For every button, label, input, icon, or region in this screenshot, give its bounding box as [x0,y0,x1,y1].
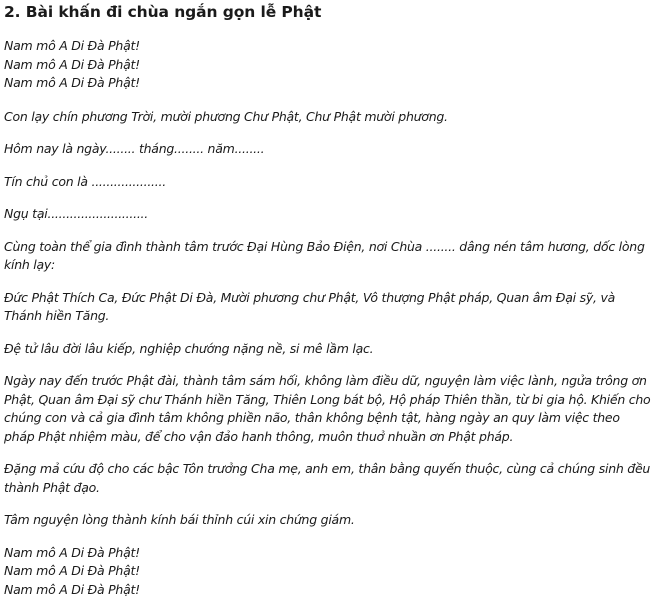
paragraph-line: chúng con và cả gia đình tâm không phiền não, thân không bệnh tật, hàng ngày an quy làm việc theo [4,409,649,428]
paragraph-buddhas [4,289,649,326]
paragraph-line: pháp Phật nhiệm màu, để cho vận đảo hanh thông, muôn thuở nhuần ơn Phật pháp. [4,428,649,447]
paragraph-vow [4,511,649,530]
paragraph-line: Ngày nay đến trước Phật đài, thành tâm sám hối, không làm điều dữ, nguyện làm việc lành, ngửa trông ơn [4,372,649,391]
paragraph-homage [4,108,649,127]
paragraph-line: Tâm nguyện lòng thành kính bái thỉnh cúi xin chứng giám. [4,511,649,530]
paragraph-line: Cùng toàn thể gia đình thành tâm trước Đại Hùng Bảo Điện, nơi Chùa ........ dâng nén tâm hương, dốc lòng [4,238,649,257]
paragraph-line: Thánh hiền Tăng. [4,307,649,326]
paragraph-line: Phật, Quan âm Đại sỹ chư Thánh hiền Tăng, Thiên Long bát bộ, Hộ pháp Thiên thần, từ bi gia hộ. Khiến cho [4,391,649,410]
paragraph-date [4,140,649,159]
paragraph-line: Đặng mả cứu độ cho các bậc Tôn trưởng Cha mẹ, anh em, thân bằng quyến thuộc, cùng cả chúng sinh đều [4,460,649,479]
paragraph-line: kính lạy: [4,256,649,275]
invocation-line: Nam mô A Di Đà Phật! [4,56,649,75]
opening-invocation [4,37,649,93]
invocation-line: Nam mô A Di Đà Phật! [4,74,649,93]
page-title: 2. Bài khấn đi chùa ngắn gọn lễ Phật [4,0,649,22]
paragraph-line: Đệ tử lâu đời lâu kiếp, nghiệp chướng nặng nề, si mê lầm lạc. [4,340,649,359]
invocation-line: Nam mô A Di Đà Phật! [4,544,649,563]
paragraph-family-offering [4,238,649,275]
invocation-line: Nam mô A Di Đà Phật! [4,562,649,581]
paragraph-line: Ngụ tại........................... [4,205,649,224]
closing-invocation [4,544,649,599]
paragraph-line: Đức Phật Thích Ca, Đức Phật Di Đà, Mười phương chư Phật, Vô thượng Phật pháp, Quan âm Đại sỹ, và [4,289,649,308]
invocation-line: Nam mô A Di Đà Phật! [4,581,649,599]
paragraph-line: Con lạy chín phương Trời, mười phương Chư Phật, Chư Phật mười phương. [4,108,649,127]
paragraph-line: Tín chủ con là .................... [4,173,649,192]
paragraph-devotee-name [4,173,649,192]
paragraph-repentance [4,372,649,446]
invocation-line: Nam mô A Di Đà Phật! [4,37,649,56]
paragraph-karma [4,340,649,359]
paragraph-line: Hôm nay là ngày........ tháng........ năm........ [4,140,649,159]
paragraph-address [4,205,649,224]
paragraph-salvation [4,460,649,497]
prayer-document [4,0,649,599]
paragraph-line: thành Phật đạo. [4,479,649,498]
